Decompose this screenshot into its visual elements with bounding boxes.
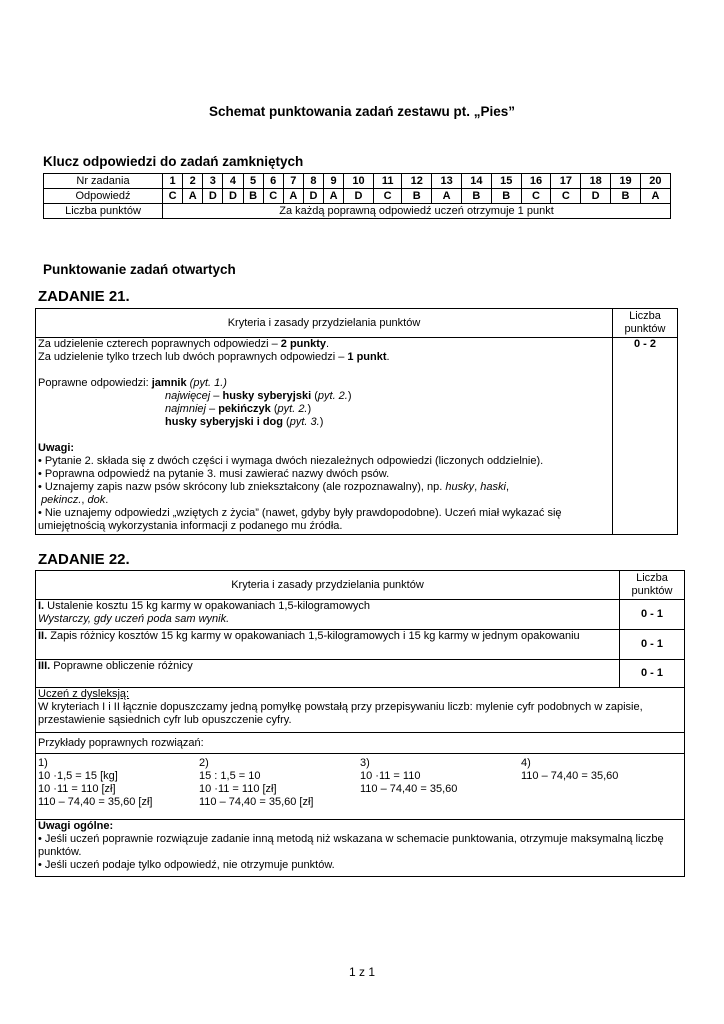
answer-letter: B bbox=[461, 189, 491, 204]
answer-letter: D bbox=[223, 189, 243, 204]
answer-3: najmniej – pekińczyk (pyt. 2.) bbox=[165, 403, 312, 415]
note-3: • Uznajemy zapis nazw psów skrócony lub zniekształcony (ale rozpoznawalny), np. husky, haski, pekincz., dok. bbox=[38, 481, 509, 506]
general-notes: Uwagi ogólne: • Jeśli uczeń poprawnie rozwiązuje zadanie inną metodą niż wskazana w schemacie punktowania, otrzymuje maksymalną liczbę punktów. • Jeśli uczeń podaje tylko odpowiedź, nie otrzymuje punktów. bbox=[36, 820, 685, 877]
row-label: Liczba punktów bbox=[44, 204, 163, 219]
answer-letter: B bbox=[491, 189, 521, 204]
answer-letter: C bbox=[263, 189, 283, 204]
criteria-header: Kryteria i zasady przydzielania punktów bbox=[36, 309, 613, 338]
uwagi-label: Uwagi: bbox=[38, 442, 75, 454]
task-number: 10 bbox=[344, 174, 374, 189]
z21-heading: ZADANIE 21. bbox=[38, 288, 130, 305]
page-number: 1 z 1 bbox=[348, 965, 375, 979]
example-1: 1) 10 ·1,5 = 15 [kg] 10 ·11 = 110 [zł] 110 – 74,40 = 35,60 [zł] bbox=[38, 757, 153, 808]
answer-letter: C bbox=[163, 189, 183, 204]
task-number: 17 bbox=[551, 174, 581, 189]
examples bbox=[36, 754, 685, 820]
answer-letter: D bbox=[344, 189, 374, 204]
rule-1pt: Za udzielenie tylko trzech lub dwóch poprawnych odpowiedzi – 1 punkt. bbox=[38, 351, 390, 363]
answer-letter: D bbox=[303, 189, 323, 204]
criterion-1-points: 0 - 1 bbox=[620, 600, 685, 630]
answer-letter: C bbox=[551, 189, 581, 204]
answer-letter: A bbox=[324, 189, 344, 204]
dyslexia-note: Uczeń z dysleksją: W kryteriach I i II łącznie dopuszczamy jedną pomyłkę powstałą przy przepisywaniu liczb: mylenie cyfr podobnych w zapisie, przestawienie sąsiednich cyfr lub opuszczenie cyfry. bbox=[36, 688, 685, 733]
task-number: 5 bbox=[243, 174, 263, 189]
answer-1: Poprawne odpowiedzi: jamnik (pyt. 1.) bbox=[38, 377, 227, 389]
note-1: • Pytanie 2. składa się z dwóch części i wymaga dwóch niezależnych odpowiedzi (liczonych oddzielnie). bbox=[38, 455, 544, 467]
task-number: 7 bbox=[283, 174, 303, 189]
answer-letter: B bbox=[402, 189, 432, 204]
criterion-2-points: 0 - 1 bbox=[620, 630, 685, 660]
criterion-3-points: 0 - 1 bbox=[620, 660, 685, 688]
points-header: Liczba punktów bbox=[620, 571, 685, 600]
task-number: 3 bbox=[203, 174, 223, 189]
note-2: • Poprawna odpowiedź na pytanie 3. musi zawierać nazwy dwóch psów. bbox=[38, 468, 390, 480]
task-number: 9 bbox=[324, 174, 344, 189]
points-row bbox=[44, 204, 671, 219]
rule-2pts: Za udzielenie czterech poprawnych odpowiedzi – 2 punkty. bbox=[38, 338, 330, 350]
closed-heading: Klucz odpowiedzi do zadań zamkniętych bbox=[43, 154, 304, 169]
open-heading: Punktowanie zadań otwartych bbox=[43, 262, 236, 277]
row-label: Nr zadania bbox=[44, 174, 163, 189]
answer-letter: C bbox=[373, 189, 401, 204]
task-number: 16 bbox=[521, 174, 551, 189]
task-number: 14 bbox=[461, 174, 491, 189]
z22-table bbox=[35, 570, 685, 877]
answers-row bbox=[44, 189, 671, 204]
answer-letter: A bbox=[183, 189, 203, 204]
points-rule: Za każdą poprawną odpowiedź uczeń otrzymuje 1 punkt bbox=[163, 204, 671, 219]
example-3: 3) 10 ·11 = 110 110 – 74,40 = 35,60 bbox=[360, 757, 458, 795]
answer-2: najwięcej – husky syberyjski (pyt. 2.) bbox=[165, 390, 352, 402]
task-number: 15 bbox=[491, 174, 521, 189]
z21-points: 0 - 2 bbox=[613, 338, 678, 535]
task-number: 12 bbox=[402, 174, 432, 189]
task-number: 8 bbox=[303, 174, 323, 189]
task-number: 13 bbox=[432, 174, 462, 189]
answer-letter: D bbox=[203, 189, 223, 204]
note-4: • Nie uznajemy odpowiedzi „wziętych z życia” (nawet, gdyby były prawdopodobne). Uczeń miał wykazać się umiejętnością wykorzystania informacji z podanego mu źródła. bbox=[38, 507, 562, 532]
answer-4: husky syberyjski i dog (pyt. 3.) bbox=[165, 416, 324, 428]
z22-heading: ZADANIE 22. bbox=[38, 551, 130, 568]
example-2: 2) 15 : 1,5 = 10 10 ·11 = 110 [zł] 110 – 74,40 = 35,60 [zł] bbox=[199, 757, 314, 808]
task-number: 4 bbox=[223, 174, 243, 189]
answer-letter: A bbox=[283, 189, 303, 204]
criteria-header: Kryteria i zasady przydzielania punktów bbox=[36, 571, 620, 600]
answer-letter: A bbox=[640, 189, 670, 204]
numbers-row bbox=[44, 174, 671, 189]
answer-letter: A bbox=[432, 189, 462, 204]
criterion-3: III. Poprawne obliczenie różnicy bbox=[36, 660, 620, 688]
task-number: 18 bbox=[581, 174, 611, 189]
row-label: Odpowiedź bbox=[44, 189, 163, 204]
answer-letter: B bbox=[611, 189, 641, 204]
z21-criteria bbox=[36, 338, 613, 535]
page-title: Schemat punktowania zadań zestawu pt. „Pies” bbox=[208, 104, 516, 119]
examples-label: Przykłady poprawnych rozwiązań: bbox=[36, 733, 685, 754]
task-number: 2 bbox=[183, 174, 203, 189]
answer-letter: C bbox=[521, 189, 551, 204]
task-number: 20 bbox=[640, 174, 670, 189]
z21-table bbox=[35, 308, 678, 535]
task-number: 6 bbox=[263, 174, 283, 189]
criterion-2: II. Zapis różnicy kosztów 15 kg karmy w opakowaniach 1,5-kilogramowych i 15 kg karmy w jednym opakowaniu bbox=[36, 630, 620, 660]
answer-letter: D bbox=[581, 189, 611, 204]
task-number: 19 bbox=[611, 174, 641, 189]
task-number: 1 bbox=[163, 174, 183, 189]
points-header: Liczba punktów bbox=[613, 309, 678, 338]
criterion-1: I. Ustalenie kosztu 15 kg karmy w opakowaniach 1,5-kilogramowych Wystarczy, gdy uczeń poda sam wynik. bbox=[36, 600, 620, 630]
answer-key-table bbox=[43, 173, 671, 219]
example-4: 4) 110 – 74,40 = 35,60 bbox=[521, 757, 619, 782]
task-number: 11 bbox=[373, 174, 401, 189]
answer-letter: B bbox=[243, 189, 263, 204]
